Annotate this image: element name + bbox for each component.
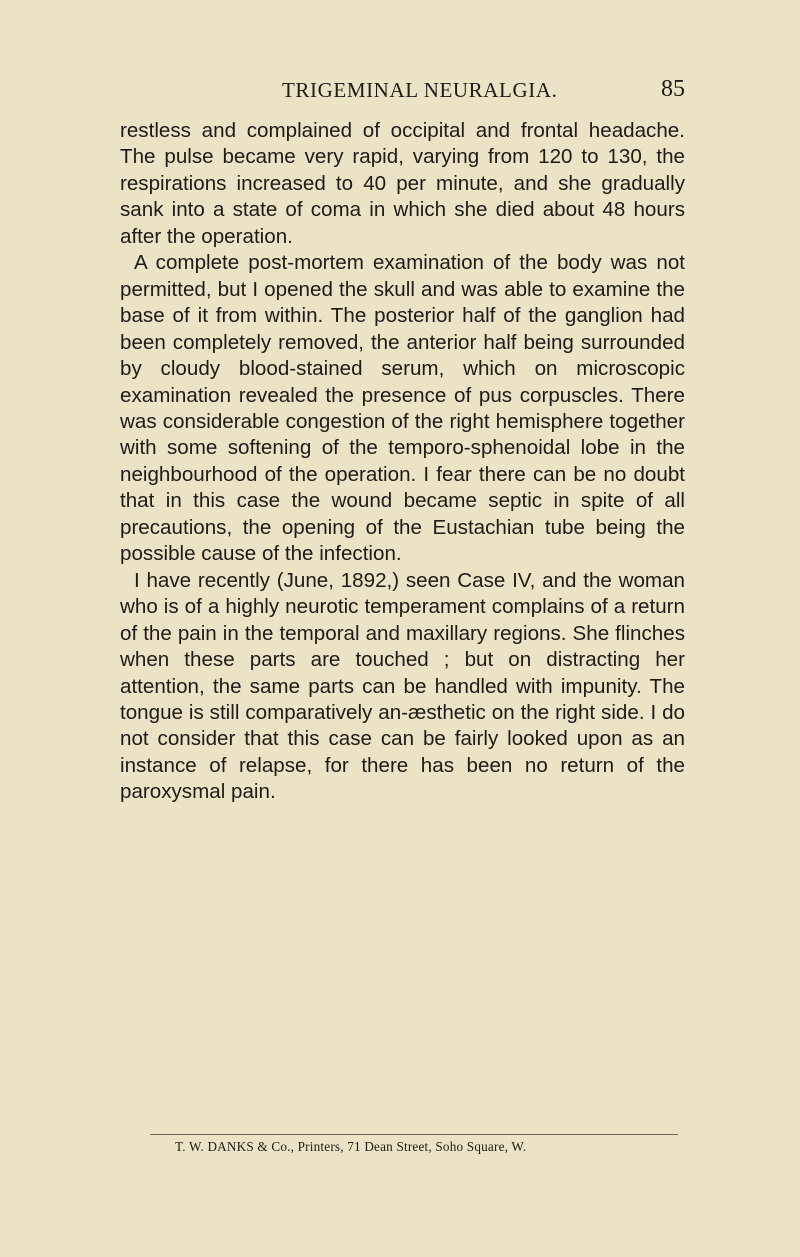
- printer-imprint: T. W. DANKS & Co., Printers, 71 Dean Street, Soho Square, W.: [175, 1139, 527, 1154]
- body-text: [120, 118, 685, 806]
- paragraph: I have recently (June, 1892,) seen Case IV, and the woman who is of a highly neurotic temperament complains of a return of the pain in the temporal and maxillary regions. She flinches when these parts are touched ; but on distracting her attention, the same parts can be handled with impunity. The tongue is still comparatively an-æsthetic on the right side. I do not consider that this case can be fairly looked upon as an instance of relapse, for there has been no return of the paroxysmal pain.: [120, 568, 685, 804]
- footer-rule: [150, 1134, 678, 1135]
- page-number: 85: [661, 76, 685, 102]
- paragraph: A complete post-mortem examination of the body was not permitted, but I opened the skull and was able to examine the base of it from within. The posterior half of the ganglion had been completely removed, the anterior half being surrounded by cloudy blood-stained serum, which on microscopic examination revealed the presence of pus corpuscles. There was considerable congestion of the right hemisphere together with some softening of the temporo-sphenoidal lobe in the neighbourhood of the operation. I fear there can be no doubt that in this case the wound became septic in spite of all precautions, the opening of the Eustachian tube being the possible cause of the infection.: [120, 251, 685, 566]
- paragraph: restless and complained of occipital and frontal headache. The pulse became very rapid, varying from 120 to 130, the respirations increased to 40 per minute, and she gradually sank into a state of coma in which she died about 48 hours after the operation.: [120, 119, 685, 248]
- page-title: TRIGEMINAL NEURALGIA.: [282, 78, 558, 102]
- running-head: [120, 76, 685, 106]
